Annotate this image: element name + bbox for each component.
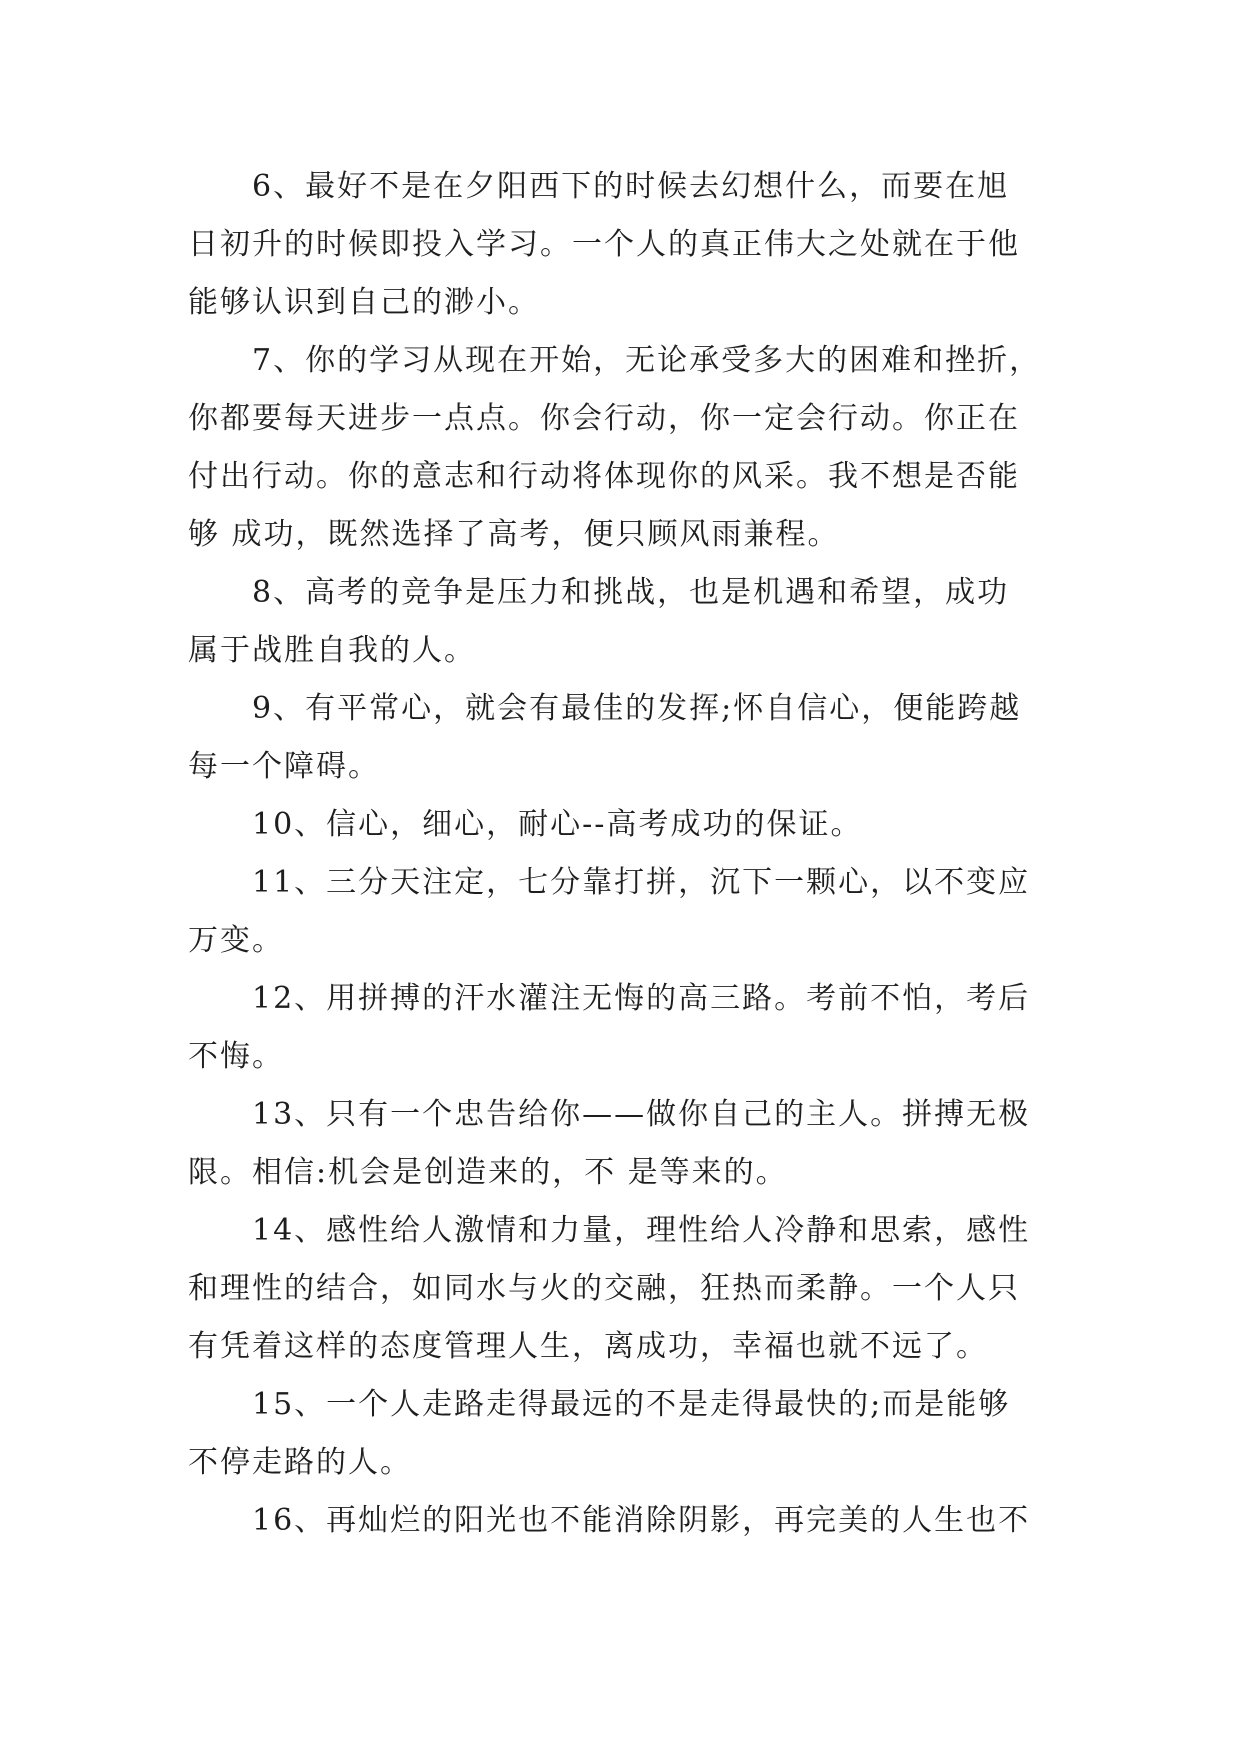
paragraph-12: 12、用拼搏的汗水灌注无悔的高三路。考前不怕，考后 不悔。 xyxy=(188,981,1031,1074)
paragraph-8: 8、高考的竞争是压力和挑战，也是机遇和希望，成功 属于战胜自我的人。 xyxy=(188,575,1010,668)
paragraph-13: 13、只有一个忠告给你——做你自己的主人。拼搏无极 限。相信:机会是创造来的，不 是等来的。 xyxy=(188,1097,1031,1190)
paragraph-15: 15、一个人走路走得最远的不是走得最快的;而是能够 不停走路的人。 xyxy=(188,1387,1011,1480)
paragraph-9: 9、有平常心，就会有最佳的发挥;怀自信心，便能跨越 每一个障碍。 xyxy=(188,691,1022,784)
paragraph-14: 14、感性给人激情和力量，理性给人冷静和思索，感性 和理性的结合，如同水与火的交融，狂热而柔静。一个人只 有凭着这样的态度管理人生，离成功，幸福也就不远了。 xyxy=(188,1213,1031,1364)
paragraph-6: 6、最好不是在夕阳西下的时候去幻想什么，而要在旭 日初升的时候即投入学习。一个人的真正伟大之处就在于他 能够认识到自己的渺小。 xyxy=(188,169,1020,320)
document-body xyxy=(188,158,1058,1550)
paragraph-10: 10、信心，细心，耐心--高考成功的保证。 xyxy=(252,807,863,842)
paragraph-16: 16、再灿烂的阳光也不能消除阴影，再完美的人生也不 xyxy=(252,1503,1031,1538)
paragraph-7: 7、你的学习从现在开始，无论承受多大的困难和挫折， 你都要每天进步一点点。你会行动，你一定会行动。你正在 付出行动。你的意志和行动将体现你的风采。我不想是否能 够 成功，既然选择了高考，便只顾风雨兼程。 xyxy=(188,343,1042,552)
paragraph-11: 11、三分天注定，七分靠打拼，沉下一颗心，以不变应 万变。 xyxy=(188,865,1031,958)
